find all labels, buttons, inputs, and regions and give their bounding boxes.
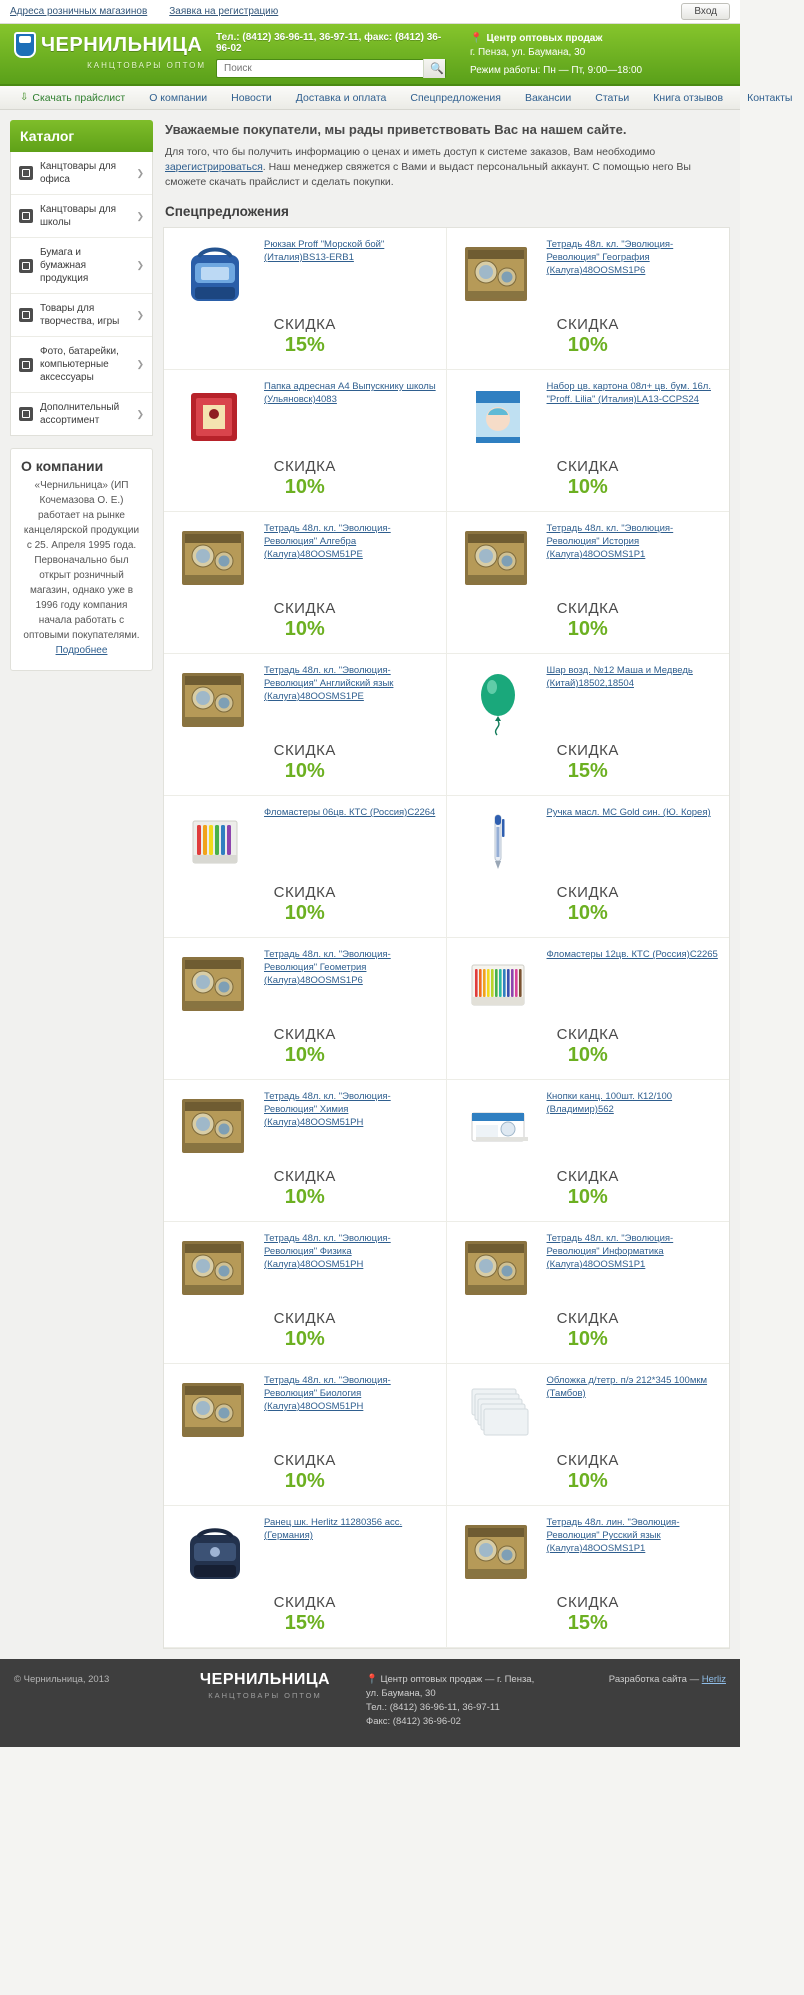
product-discount: [172, 1310, 438, 1351]
footer-developer-link[interactable]: Herliz: [701, 1674, 726, 1685]
sidebar-item-label: Дополнительный ассортимент: [40, 402, 120, 426]
product-discount: [172, 742, 438, 783]
notebook-rus-icon[interactable]: [455, 1516, 541, 1588]
register-link[interactable]: зарегистрироваться: [165, 161, 263, 173]
office-hours: Режим работы: Пн — Пт, 9:00—18:00: [470, 65, 643, 76]
nav-item-delivery[interactable]: Доставка и оплата: [295, 91, 387, 104]
topbar-link-registration[interactable]: Заявка на регистрацию: [169, 6, 279, 17]
product-top: [172, 664, 438, 736]
product-discount: [455, 1594, 722, 1635]
product-top: [172, 1374, 438, 1446]
location-pin-icon: 📍: [366, 1674, 378, 1685]
product-name-link[interactable]: Тетрадь 48л. кл. "Эволюция-Революция" История (Калуга)48ООSMS1P1: [546, 523, 674, 560]
header-contacts: [456, 32, 730, 78]
discount-label: СКИДКА: [273, 1310, 336, 1327]
product-discount: [455, 1168, 722, 1209]
product-discount: [455, 1452, 722, 1493]
discount-value: 10%: [284, 476, 325, 498]
download-icon: ⇩: [20, 92, 29, 103]
product-top: [455, 948, 722, 1020]
footer-developer: [556, 1673, 726, 1687]
palette-icon: [19, 308, 33, 322]
product-cell[interactable]: [164, 512, 447, 654]
product-cell[interactable]: [164, 1506, 447, 1648]
discount-label: СКИДКА: [556, 458, 619, 475]
product-top: [172, 1232, 438, 1304]
sidebar-item-office[interactable]: [11, 152, 152, 195]
discount-value: 10%: [567, 1186, 608, 1208]
logo[interactable]: [10, 32, 206, 70]
product-name-link[interactable]: Тетрадь 48л. кл. "Эволюция-Революция" Информатика (Калуга)48ООSMS1P1: [546, 1233, 674, 1270]
footer-fax: Факс: (8412) 36-96-02: [366, 1716, 461, 1727]
backpack-icon: [19, 209, 33, 223]
footer-address-title: Центр оптовых продаж: [380, 1674, 483, 1685]
chevron-right-icon: ❯: [136, 210, 144, 221]
chevron-right-icon: ❯: [136, 260, 144, 270]
product-top: [455, 1516, 722, 1588]
section-title-special-offers: Спецпредложения: [165, 204, 289, 219]
sidebar: [10, 120, 153, 671]
product-name-link[interactable]: Ранец шк. Herlitz 11280356 асс.(Германия): [264, 1517, 403, 1541]
chevron-right-icon: ❯: [136, 408, 144, 419]
product-cell[interactable]: [164, 370, 447, 512]
topbar: [0, 0, 740, 24]
product-name-link[interactable]: Тетрадь 48л. кл. "Эволюция-Революция" Алгебра (Калуга)48ООSM51PE: [264, 523, 391, 560]
product-cell[interactable]: [447, 1506, 730, 1648]
logo-text: ЧЕРНИЛЬНИЦА: [41, 34, 203, 56]
site-footer: [0, 1659, 740, 1747]
product-name-link[interactable]: Тетрадь 48л. кл. "Эволюция-Революция" Биология (Калуга)48ООSM51PH: [264, 1375, 391, 1412]
pen-blue-icon[interactable]: [455, 806, 541, 878]
sidebar-item-label: Товары для творчества, игры: [40, 303, 120, 327]
discount-value: 10%: [284, 902, 325, 924]
sidebar-item-creativity[interactable]: [11, 294, 152, 337]
discount-label: СКИДКА: [273, 1594, 336, 1611]
search-icon[interactable]: 🔍: [423, 59, 445, 78]
discount-label: СКИДКА: [556, 1452, 619, 1469]
product-cell[interactable]: [447, 796, 730, 938]
discount-label: СКИДКА: [556, 1310, 619, 1327]
chevron-right-icon: ❯: [136, 359, 144, 369]
nav-item-vacancies[interactable]: Вакансии: [524, 91, 572, 104]
product-discount: [455, 458, 722, 499]
discount-value: 15%: [284, 1612, 325, 1634]
discount-label: СКИДКА: [273, 316, 336, 333]
discount-value: 10%: [567, 1044, 608, 1066]
markers-12-icon[interactable]: [455, 948, 541, 1020]
product-name-link[interactable]: Тетрадь 48л. лин. "Эволюция-Революция" Русский язык (Калуга)48ООSMS1P1: [546, 1517, 680, 1554]
discount-value: 10%: [567, 334, 608, 356]
discount-value: 10%: [284, 1328, 325, 1350]
location-pin-icon: 📍: [470, 33, 483, 44]
product-discount: [455, 600, 722, 641]
nav-item-special-offers[interactable]: Спецпредложения: [410, 91, 501, 104]
discount-value: 15%: [567, 760, 608, 782]
nav-item-about[interactable]: О компании: [149, 91, 208, 104]
footer-developer-label: Разработка сайта —: [608, 1674, 702, 1685]
product-cell[interactable]: [164, 796, 447, 938]
site-header: [0, 24, 740, 86]
discount-label: СКИДКА: [273, 884, 336, 901]
sidebar-item-photo-batteries[interactable]: [11, 337, 152, 393]
product-name-link[interactable]: Кнопки канц. 100шт. К12/100 (Владимир)562: [546, 1091, 673, 1115]
product-top: [172, 238, 438, 310]
discount-value: 10%: [284, 1044, 325, 1066]
notebook-geo-icon[interactable]: [455, 238, 541, 310]
product-name-link[interactable]: Тетрадь 48л. кл. "Эволюция-Революция" Английский язык (Калуга)48ООSMS1PE: [264, 665, 394, 702]
product-discount: [172, 884, 438, 925]
discount-value: 15%: [567, 1612, 608, 1634]
backpack-dark-icon[interactable]: [172, 1516, 258, 1588]
notebook-geometry-icon[interactable]: [172, 948, 258, 1020]
product-top: [455, 380, 722, 452]
main-column: [163, 120, 730, 1649]
product-cell[interactable]: [164, 654, 447, 796]
product-discount: [455, 1026, 722, 1067]
discount-value: 10%: [567, 1328, 608, 1350]
discount-value: 10%: [567, 902, 608, 924]
product-name-link[interactable]: Тетрадь 48л. кл. "Эволюция-Революция" Геометрия (Калуга)48ООSMS1P6: [264, 949, 391, 986]
product-cell[interactable]: [164, 1364, 447, 1506]
sidebar-item-school[interactable]: [11, 195, 152, 238]
login-button[interactable]: Вход: [681, 3, 730, 20]
discount-label: СКИДКА: [556, 884, 619, 901]
product-name-link[interactable]: Фломастеры 06цв. КТС (Россия)С2264: [264, 807, 436, 818]
product-top: [455, 238, 722, 310]
notebook-info-icon[interactable]: [455, 1232, 541, 1304]
discount-value: 10%: [567, 476, 608, 498]
product-name-link[interactable]: Фломастеры 12цв. КТС (Россия)С2265: [546, 949, 718, 960]
product-discount: [172, 458, 438, 499]
product-grid: [163, 227, 730, 1649]
nav-item-articles[interactable]: Статьи: [595, 91, 630, 104]
discount-value: 15%: [284, 334, 325, 356]
product-top: [455, 1090, 722, 1162]
sidebar-item-label: Канцтовары для офиса: [40, 161, 117, 185]
folder-red-icon[interactable]: [172, 380, 258, 452]
discount-label: СКИДКА: [556, 316, 619, 333]
product-top: [455, 806, 722, 878]
about-company-title: О компании: [21, 458, 104, 474]
product-discount: [172, 1452, 438, 1493]
notebook-algebra-icon[interactable]: [172, 522, 258, 594]
nav-item-price-download[interactable]: [8, 92, 137, 104]
catalog-list: [10, 152, 153, 436]
paper-icon: [19, 259, 33, 273]
chevron-right-icon: ❯: [136, 309, 144, 320]
main-nav: [0, 86, 793, 110]
product-top: [172, 806, 438, 878]
about-company-body: «Чернильница» (ИП Кочемазова О. Е.) работает на рынке канцелярской продукции с 25. Апреля 1995 года. Первоначально был открыт розничный магазин, однако уже в 1996 году компания начала работать с оптовыми покупателями.: [23, 480, 140, 641]
product-name-link[interactable]: Обложка д/тетр. п/э 212*345 100мкм (Тамбов): [546, 1375, 708, 1399]
product-cell[interactable]: [447, 1222, 730, 1364]
intro-text-1: Для того, что бы получить информацию о ценах и иметь доступ к системе заказов, Вам необходимо: [165, 146, 656, 158]
footer-logo-text: ЧЕРНИЛЬНИЦА: [199, 1671, 331, 1688]
product-cell[interactable]: [164, 228, 447, 370]
camera-icon: [19, 358, 33, 372]
discount-label: СКИДКА: [273, 1026, 336, 1043]
product-top: [172, 380, 438, 452]
discount-label: СКИДКА: [556, 1168, 619, 1185]
product-name-link[interactable]: Тетрадь 48л. кл. "Эволюция-Революция" Физика (Калуга)48ООSM51PH: [264, 1233, 391, 1270]
product-top: [455, 522, 722, 594]
sidebar-item-label: Бумага и бумажная продукция: [40, 247, 89, 284]
discount-value: 10%: [284, 1470, 325, 1492]
balloon-green-icon[interactable]: [455, 664, 541, 736]
about-more-link[interactable]: Подробнее: [55, 645, 108, 656]
discount-value: 10%: [567, 618, 608, 640]
office-title: Центр оптовых продаж: [486, 33, 603, 44]
product-name-link[interactable]: Папка адресная А4 Выпускнику школы (Ульяновск)4083: [264, 381, 436, 405]
product-discount: [455, 884, 722, 925]
discount-label: СКИДКА: [273, 1168, 336, 1185]
product-name-link[interactable]: Ручка масл. MC Gold син. (Ю. Корея): [546, 807, 711, 818]
about-company-box: [10, 448, 153, 671]
nav-item-reviews[interactable]: Книга отзывов: [653, 91, 724, 104]
discount-label: СКИДКА: [556, 600, 619, 617]
pins-box-icon[interactable]: [455, 1090, 541, 1162]
product-discount: [172, 1168, 438, 1209]
product-top: [172, 1090, 438, 1162]
product-cell[interactable]: [447, 228, 730, 370]
product-cell[interactable]: [447, 654, 730, 796]
discount-label: СКИДКА: [556, 742, 619, 759]
footer-phone: Тел.: (8412) 36-96-11, 36-97-11: [366, 1702, 500, 1713]
product-discount: [455, 742, 722, 783]
discount-label: СКИДКА: [556, 1594, 619, 1611]
product-top: [172, 522, 438, 594]
product-cell[interactable]: [447, 938, 730, 1080]
notebook-phys-icon[interactable]: [172, 1232, 258, 1304]
box-icon: [19, 407, 33, 421]
card-set-blue-icon[interactable]: [455, 380, 541, 452]
product-name-link[interactable]: Набор цв. картона 08л+ цв. бум. 16л. "Proff. Lilia" (Италия)LA13-CCPS24: [546, 381, 711, 405]
pencil-icon: [19, 166, 33, 180]
discount-label: СКИДКА: [273, 742, 336, 759]
notebook-english-icon[interactable]: [172, 664, 258, 736]
product-discount: [172, 600, 438, 641]
notebook-history-icon[interactable]: [455, 522, 541, 594]
discount-label: СКИДКА: [273, 600, 336, 617]
product-top: [455, 1232, 722, 1304]
product-discount: [455, 1310, 722, 1351]
product-name-link[interactable]: Шар возд. №12 Маша и Медведь (Китай)18502,18504: [546, 665, 693, 689]
product-cell[interactable]: [164, 938, 447, 1080]
backpack-blue-icon[interactable]: [172, 238, 258, 310]
product-cell[interactable]: [447, 1080, 730, 1222]
nav-label-price: Скачать прайслист: [32, 91, 126, 104]
sidebar-item-label: Канцтовары для школы: [40, 204, 117, 228]
intro-text-2: . Наш менеджер свяжется с Вами и выдаст персональный аккаунт. С помощью него Вы сможете скачать прайслист и сделать покупки.: [165, 161, 691, 188]
product-top: [455, 1374, 722, 1446]
nav-item-contacts[interactable]: Контакты: [747, 91, 793, 104]
notebook-chem-icon[interactable]: [172, 1090, 258, 1162]
footer-logo: [180, 1673, 350, 1703]
office-address: г. Пенза, ул. Баумана, 30: [470, 47, 586, 58]
product-top: [172, 1516, 438, 1588]
notebook-bio-icon[interactable]: [172, 1374, 258, 1446]
product-discount: [172, 1594, 438, 1635]
discount-value: 10%: [284, 760, 325, 782]
catalog-title: Каталог: [10, 120, 153, 152]
product-name-link[interactable]: Рюкзак Proff "Морской бой" (Италия)BS13-ERB1: [264, 239, 385, 263]
product-cell[interactable]: [164, 1080, 447, 1222]
content-area: [0, 110, 740, 1659]
product-top: [172, 948, 438, 1020]
product-top: [455, 664, 722, 736]
about-company-text: [11, 478, 152, 670]
discount-value: 10%: [567, 1470, 608, 1492]
markers-6-icon[interactable]: [172, 806, 258, 878]
logo-subtitle: КАНЦТОВАРЫ ОПТОМ: [87, 61, 206, 70]
inkwell-icon: [14, 32, 36, 58]
header-phones: Тел.: (8412) 36-96-11, 36-97-11, факс: (8412) 36-96-02: [216, 32, 442, 54]
product-discount: [455, 316, 722, 357]
footer-logo-subtitle: КАНЦТОВАРЫ ОПТОМ: [208, 1691, 322, 1700]
sidebar-item-label: Фото, батарейки, компьютерные аксессуары: [40, 346, 119, 383]
chevron-right-icon: ❯: [136, 167, 144, 178]
footer-copyright: © Чернильница, 2013: [14, 1674, 110, 1685]
discount-label: СКИДКА: [556, 1026, 619, 1043]
footer-address: [366, 1673, 540, 1729]
product-name-link[interactable]: Тетрадь 48л. кл. "Эволюция-Революция" География (Калуга)48ООSMS1P6: [546, 239, 674, 276]
product-cell[interactable]: [447, 370, 730, 512]
sidebar-item-additional[interactable]: [11, 393, 152, 435]
header-middle: [216, 32, 446, 78]
product-cell[interactable]: [447, 512, 730, 654]
discount-label: СКИДКА: [273, 458, 336, 475]
nav-item-news[interactable]: Новости: [231, 91, 272, 104]
welcome-heading: Уважаемые покупатели, мы рады приветствовать Вас на нашем сайте.: [165, 122, 627, 137]
product-cell[interactable]: [447, 1364, 730, 1506]
search-bar[interactable]: [216, 59, 446, 78]
discount-label: СКИДКА: [273, 1452, 336, 1469]
product-name-link[interactable]: Тетрадь 48л. кл. "Эволюция-Революция" Химия (Калуга)48ООSM51PH: [264, 1091, 391, 1128]
product-discount: [172, 1026, 438, 1067]
search-input[interactable]: [222, 62, 423, 75]
discount-value: 10%: [284, 618, 325, 640]
sidebar-item-paper[interactable]: [11, 238, 152, 294]
topbar-link-stores[interactable]: Адреса розничных магазинов: [10, 6, 148, 17]
discount-value: 10%: [284, 1186, 325, 1208]
covers-clear-icon[interactable]: [455, 1374, 541, 1446]
intro-paragraph: [165, 145, 728, 190]
footer-address-line: — г. Пенза, ул. Баумана, 30: [366, 1674, 535, 1699]
product-cell[interactable]: [164, 1222, 447, 1364]
product-discount: [172, 316, 438, 357]
